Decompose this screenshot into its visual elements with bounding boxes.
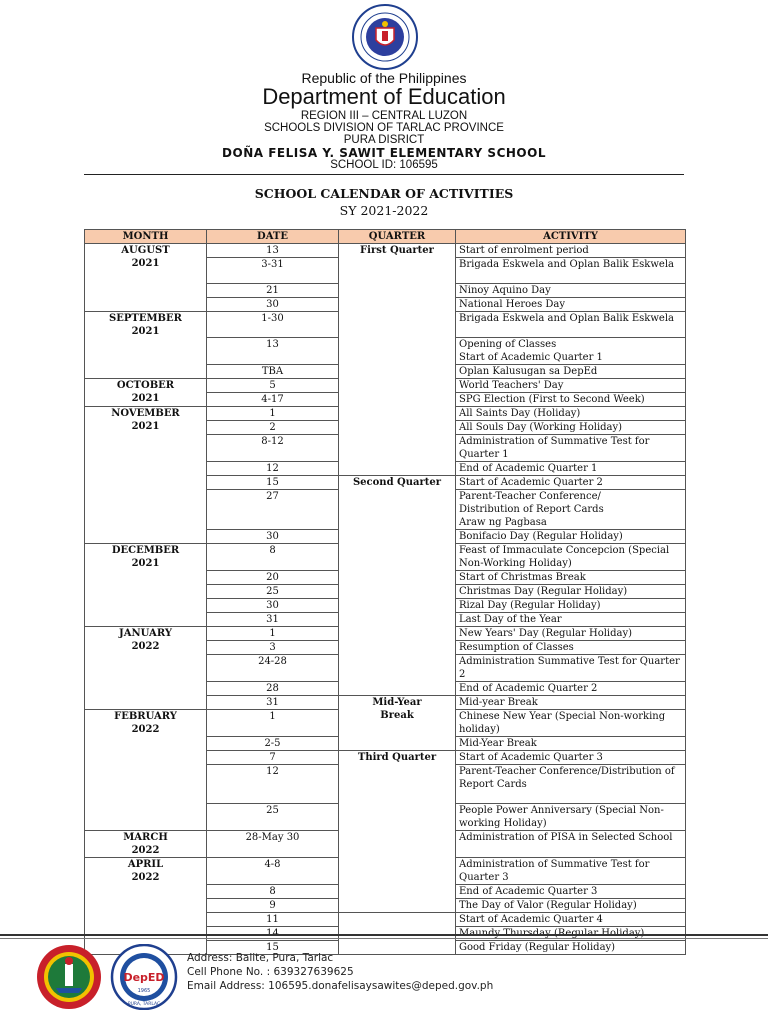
quarter-cell: Second Quarter [339,476,456,696]
date-cell: 7 [207,751,339,765]
date-cell: 3-31 [207,258,339,284]
activity-cell: Oplan Kalusugan sa DepEd [456,365,686,379]
sdo-tarlac-logo [36,944,102,1010]
activity-cell: Chinese New Year (Special Non-working holiday) [456,710,686,737]
quarter-cell: First Quarter [339,244,456,476]
date-cell: 28 [207,682,339,696]
activity-cell: Start of enrolment period [456,244,686,258]
quarter-cell: Third Quarter [339,751,456,913]
month-cell: MARCH 2022 [85,831,207,858]
date-cell: 4-17 [207,393,339,407]
activity-cell: Start of Christmas Break [456,571,686,585]
date-cell: 1 [207,407,339,421]
school-name: DOÑA FELISA Y. SAWIT ELEMENTARY SCHOOL [222,146,546,160]
month-cell: JANUARY 2022 [85,627,207,710]
activity-cell: The Day of Valor (Regular Holiday) [456,899,686,913]
activity-cell: Rizal Day (Regular Holiday) [456,599,686,613]
footer-email: Email Address: 106595.donafelisaysawites@deped.gov.ph [187,980,494,992]
date-cell: 13 [207,338,339,365]
date-cell: 8-12 [207,435,339,462]
activity-cell: People Power Anniversary (Special Non-working Holiday) [456,804,686,831]
school-year: SY 2021-2022 [339,203,429,218]
footer-phone: Cell Phone No. : 639327639625 [187,966,354,978]
activity-cell: New Years' Day (Regular Holiday) [456,627,686,641]
month-cell: DECEMBER 2021 [85,544,207,627]
month-cell: SEPTEMBER 2021 [85,312,207,379]
school-deped-logo [106,944,182,1010]
date-cell: 31 [207,613,339,627]
activity-cell: Good Friday (Regular Holiday) [456,941,686,955]
calendar-table [84,229,686,955]
activity-cell: Parent-Teacher Conference/Distribution of Report Cards [456,765,686,804]
date-cell: 25 [207,804,339,831]
table-header-row [85,230,686,244]
month-cell: AUGUST 2021 [85,244,207,312]
date-cell: 8 [207,885,339,899]
activity-cell: Mid-Year Break [456,737,686,751]
activity-cell: Resumption of Classes [456,641,686,655]
header-quarter: QUARTER [339,230,456,244]
date-cell: 30 [207,599,339,613]
activity-cell: Ninoy Aquino Day [456,284,686,298]
date-cell: 2 [207,421,339,435]
date-cell: 31 [207,696,339,710]
date-cell: 12 [207,765,339,804]
date-cell: 4-8 [207,858,339,885]
month-cell: OCTOBER 2021 [85,379,207,407]
activity-cell: SPG Election (First to Second Week) [456,393,686,407]
date-cell: 13 [207,244,339,258]
activity-cell: End of Academic Quarter 2 [456,682,686,696]
date-cell: 1 [207,627,339,641]
header-activity: ACTIVITY [456,230,686,244]
activity-cell: Christmas Day (Regular Holiday) [456,585,686,599]
date-cell: 27 [207,490,339,530]
activity-cell: Brigada Eskwela and Oplan Balik Eskwela [456,312,686,338]
month-cell: FEBRUARY 2022 [85,710,207,831]
date-cell: 3 [207,641,339,655]
header-divider [84,174,684,175]
activity-cell: Start of Academic Quarter 4 [456,913,686,927]
activity-cell: Administration of PISA in Selected School [456,831,686,858]
republic-line: Republic of the Philippines [301,70,467,86]
activity-cell: All Souls Day (Working Holiday) [456,421,686,435]
date-cell: 28-May 30 [207,831,339,858]
department-title: Department of Education [262,84,506,109]
month-cell: NOVEMBER 2021 [85,407,207,544]
activity-cell: Administration of Summative Test for Quarter 1 [456,435,686,462]
date-cell: 30 [207,298,339,312]
activity-cell: Brigada Eskwela and Oplan Balik Eskwela [456,258,686,284]
activity-cell: National Heroes Day [456,298,686,312]
date-cell: 24-28 [207,655,339,682]
quarter-cell: Mid-Year Break [339,696,456,751]
activity-cell: Opening of Classes Start of Academic Quarter 1 [456,338,686,365]
calendar-title: SCHOOL CALENDAR OF ACTIVITIES [254,186,514,201]
date-cell: 2-5 [207,737,339,751]
date-cell: 30 [207,530,339,544]
date-cell: 8 [207,544,339,571]
date-cell: 9 [207,899,339,913]
activity-cell: Feast of Immaculate Concepcion (Special Non-Working Holiday) [456,544,686,571]
deped-seal-logo [352,4,418,70]
header-month: MONTH [85,230,207,244]
date-cell: 20 [207,571,339,585]
date-cell: 11 [207,913,339,927]
svg-text:1965: 1965 [137,988,151,994]
activity-cell: End of Academic Quarter 3 [456,885,686,899]
table-row [85,244,686,258]
svg-text:PURA, TARLAC: PURA, TARLAC [127,1002,161,1007]
activity-cell: Mid-year Break [456,696,686,710]
date-cell: 1 [207,710,339,737]
date-cell: 15 [207,941,339,955]
date-cell: TBA [207,365,339,379]
region-line: REGION III – CENTRAL LUZON [300,110,468,122]
date-cell: 14 [207,927,339,941]
district-line: PURA DISRICT [343,134,425,146]
date-cell: 1-30 [207,312,339,338]
date-cell: 21 [207,284,339,298]
date-cell: 25 [207,585,339,599]
date-cell: 12 [207,462,339,476]
header-date: DATE [207,230,339,244]
division-line: SCHOOLS DIVISION OF TARLAC PROVINCE [264,122,504,134]
school-id: SCHOOL ID: 106595 [330,159,438,171]
activity-cell: Parent-Teacher Conference/ Distribution of Report Cards Araw ng Pagbasa [456,490,686,530]
activity-cell: Start of Academic Quarter 2 [456,476,686,490]
activity-cell: End of Academic Quarter 1 [456,462,686,476]
activity-cell: Start of Academic Quarter 3 [456,751,686,765]
activity-cell: Administration of Summative Test for Quarter 3 [456,858,686,885]
activity-cell: World Teachers' Day [456,379,686,393]
activity-cell: All Saints Day (Holiday) [456,407,686,421]
date-cell: 15 [207,476,339,490]
footer-address: Address: Balite, Pura, Tarlac [187,952,334,964]
footer-divider-thin [0,938,768,939]
svg-text:DepED: DepED [123,971,165,984]
activity-cell: Administration Summative Test for Quarter 2 [456,655,686,682]
date-cell: 5 [207,379,339,393]
activity-cell: Maundy Thursday (Regular Holiday) [456,927,686,941]
footer-divider [0,934,768,936]
activity-cell: Last Day of the Year [456,613,686,627]
activity-cell: Bonifacio Day (Regular Holiday) [456,530,686,544]
month-cell: APRIL 2022 [85,858,207,955]
